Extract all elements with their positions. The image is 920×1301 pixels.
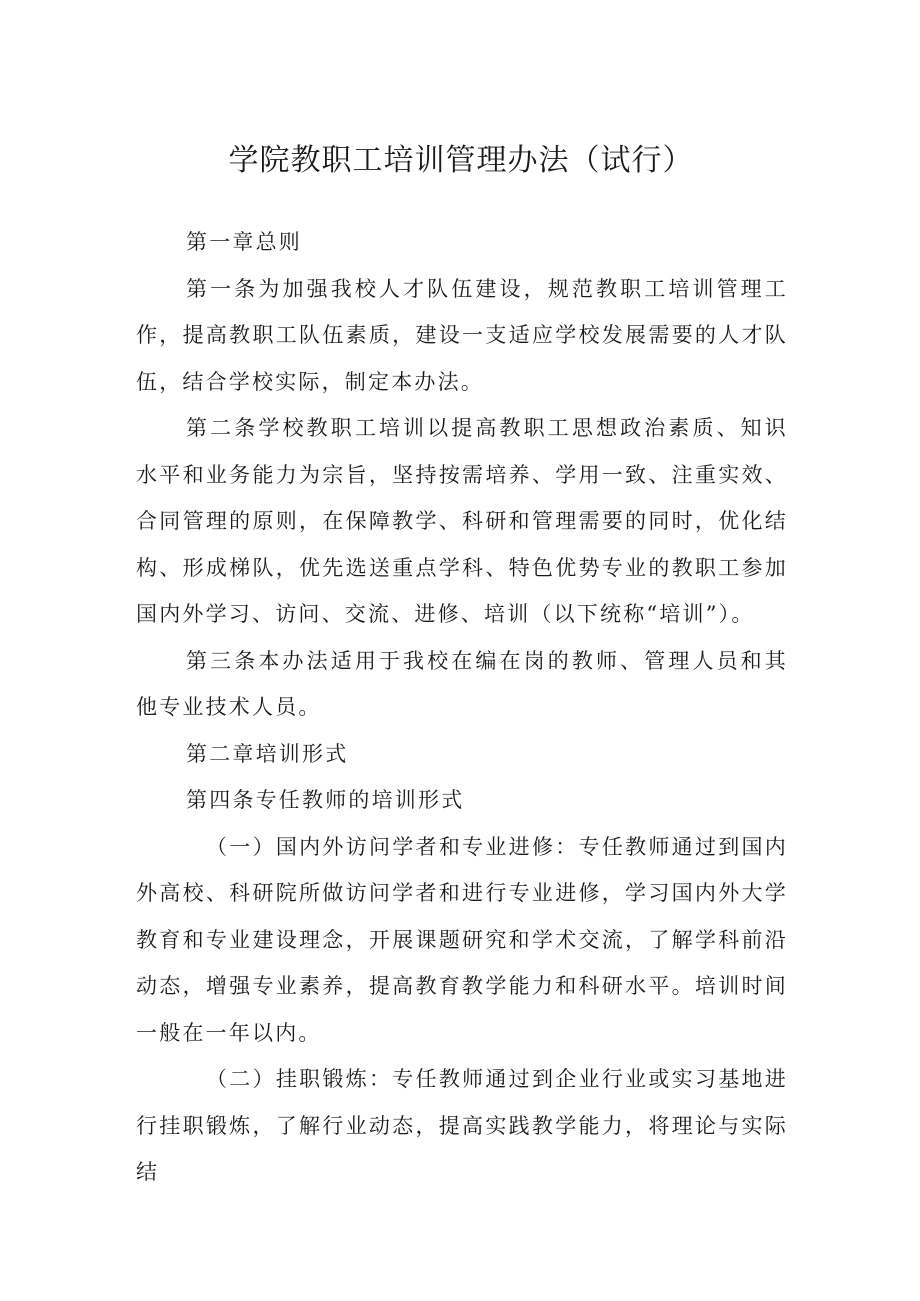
article-3-paragraph: 第三条本办法适用于我校在编在岗的教师、管理人员和其他专业技术人员。 <box>136 648 788 719</box>
article-2-paragraph: 第二条学校教职工培训以提高教职工思想政治素质、知识水平和业务能力为宗旨，坚持按需培养、学用一致、注重实效、合同管理的原则，在保障教学、科研和管理需要的同时，优化结构、形成梯队，优先选送重点学科、特色优势专业的教职工参加国内外学习、访问、交流、进修、培训（以下统称“培训”）。 <box>136 416 788 626</box>
item-1-paragraph: （一）国内外访问学者和专业进修：专任教师通过到国内外高校、科研院所做访问学者和进行专业进修，学习国内外大学教育和专业建设理念，开展课题研究和学术交流，了解学科前沿动态，增强专业素养，提高教育教学能力和科研水平。培训时间一般在一年以内。 <box>136 834 788 1045</box>
chapter-heading-general: 第一章总则 <box>186 230 302 254</box>
document-title: 学院教职工培训管理办法（试行） <box>228 143 694 178</box>
document-body <box>136 219 788 1196</box>
article-4-paragraph: 第四条专任教师的培训形式 <box>186 788 465 812</box>
item-2-paragraph: （二）挂职锻炼：专任教师通过到企业行业或实习基地进行挂职锻炼，了解行业动态，提高实践教学能力，将理论与实际结 <box>136 1067 788 1184</box>
article-1-paragraph: 第一条为加强我校人才队伍建设，规范教职工培训管理工作，提高教职工队伍素质，建设一支适应学校发展需要的人才队伍，结合学校实际，制定本办法。 <box>136 276 788 394</box>
chapter-heading-training-forms: 第二章培训形式 <box>186 741 349 766</box>
